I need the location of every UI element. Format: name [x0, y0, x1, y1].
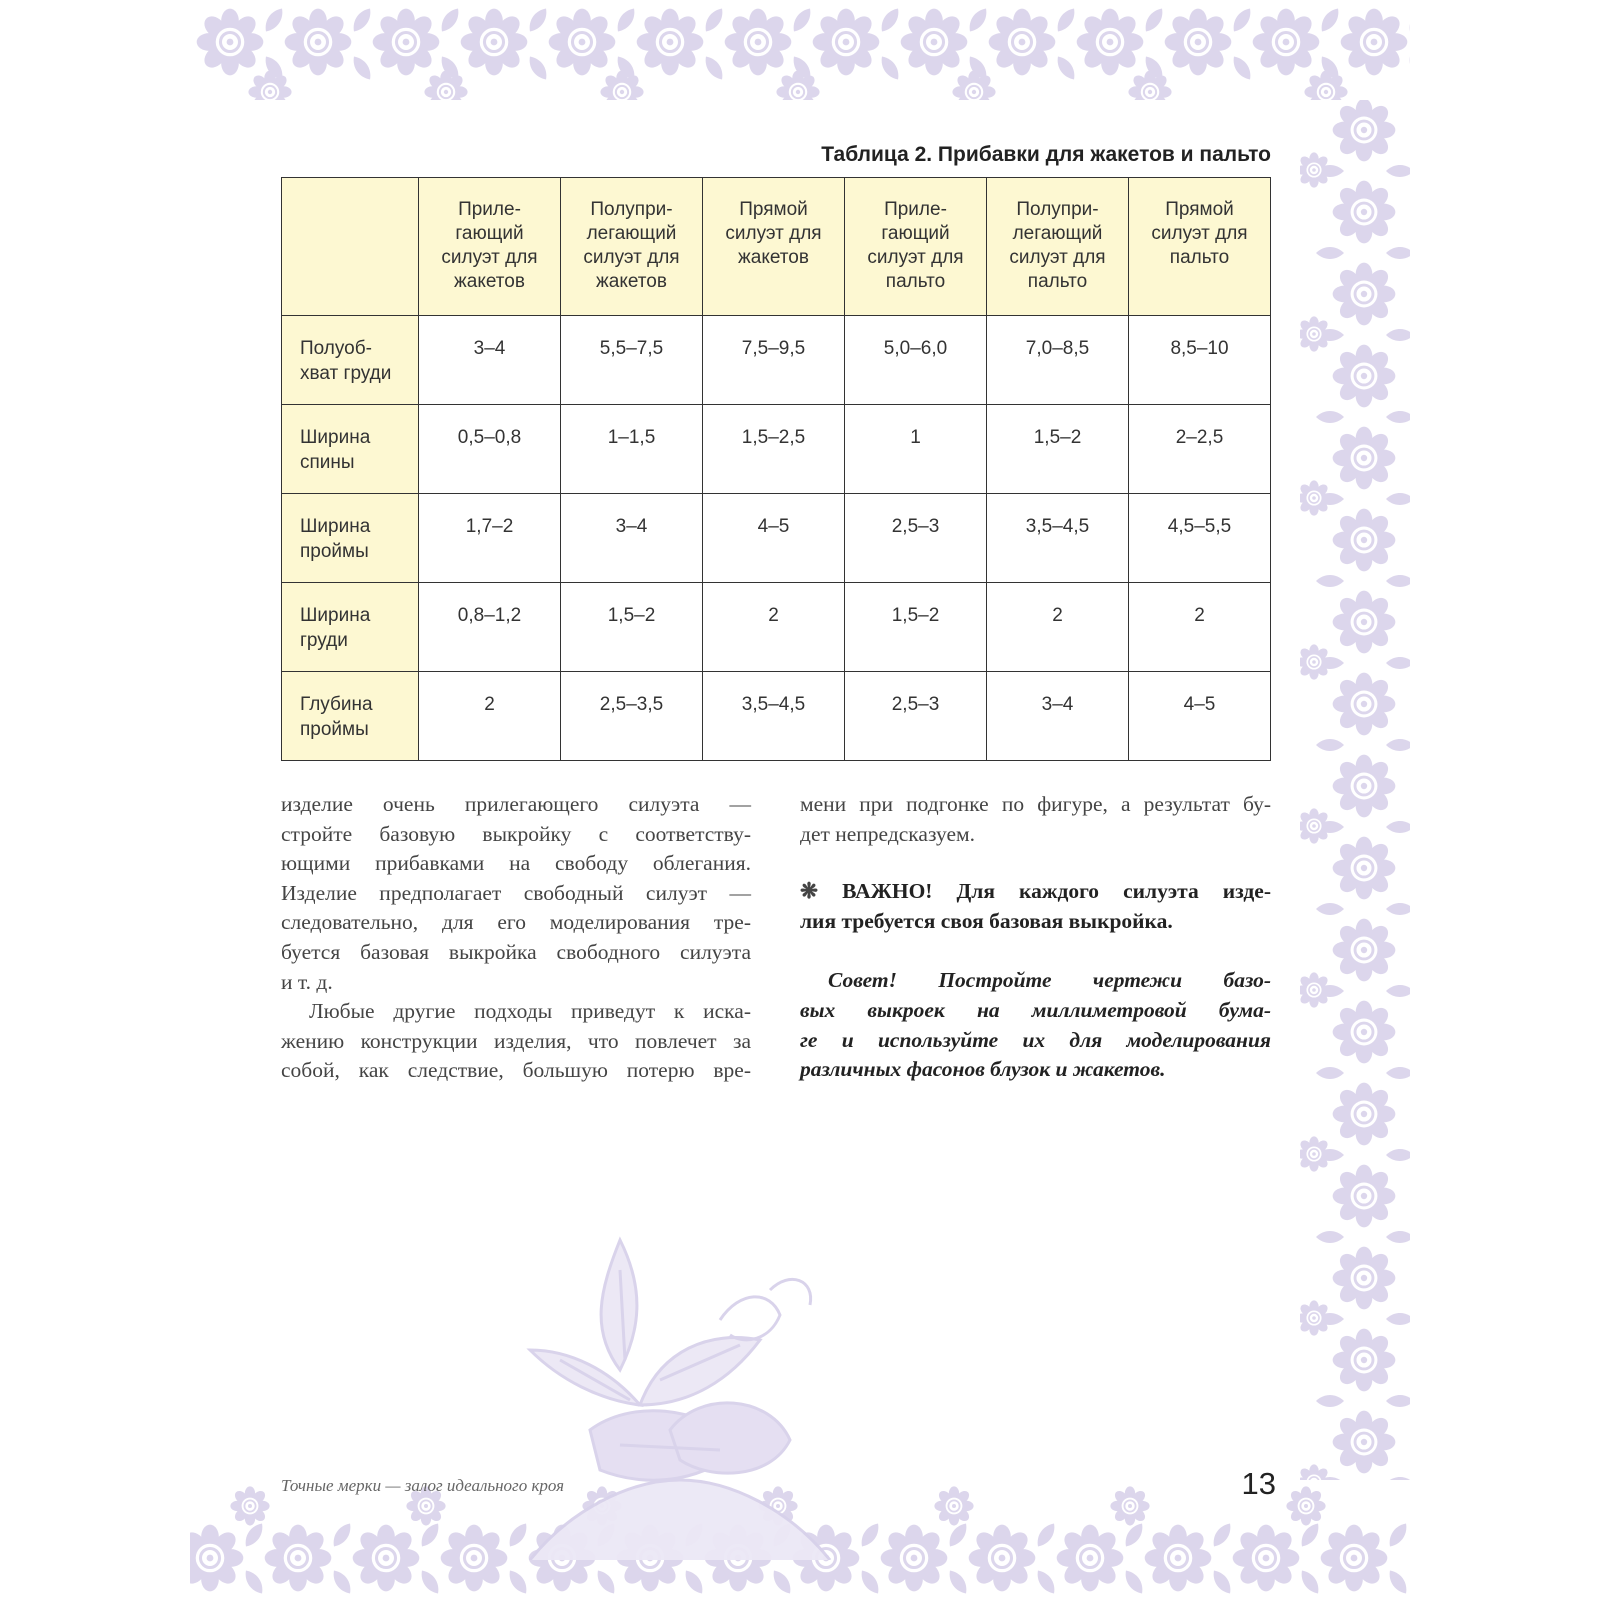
- table-cell: 3–4: [419, 316, 561, 405]
- text-line: и т. д.: [281, 969, 333, 994]
- table-cell: 3–4: [561, 494, 703, 583]
- lace-pattern-right: [1300, 100, 1410, 1480]
- table-row: [282, 494, 1271, 583]
- table-cell: 0,5–0,8: [419, 405, 561, 494]
- table-cell: 1,5–2: [561, 583, 703, 672]
- table-cell: 1,5–2: [845, 583, 987, 672]
- table-cell: 2,5–3: [845, 672, 987, 761]
- column-header: Прямой силуэт для пальто: [1129, 178, 1271, 316]
- table-cell: 5,0–6,0: [845, 316, 987, 405]
- table-cell: 1,5–2: [987, 405, 1129, 494]
- row-header: Ширина спины: [282, 405, 419, 494]
- table-cell: 8,5–10: [1129, 316, 1271, 405]
- tip-line: ге и используйте их для моделирования: [800, 1027, 1271, 1052]
- lace-pattern-top: [190, 0, 1410, 100]
- column-header: Прямой силуэт для жакетов: [703, 178, 845, 316]
- column-header: Приле- гающий силуэт для пальто: [845, 178, 987, 316]
- lace-border-top: [190, 0, 1410, 100]
- text-line: собой, как следствие, большую потерю вре-: [281, 1058, 751, 1083]
- table-cell: 2,5–3,5: [561, 672, 703, 761]
- table-cell: 2–2,5: [1129, 405, 1271, 494]
- allowances-table: [281, 177, 1271, 761]
- table-cell: 0,8–1,2: [419, 583, 561, 672]
- important-note: [800, 877, 1271, 936]
- table-row: [282, 583, 1271, 672]
- table-cell: 7,5–9,5: [703, 316, 845, 405]
- column-header: Полупри- легающий силуэт для пальто: [987, 178, 1129, 316]
- table-cell: 4–5: [1129, 672, 1271, 761]
- text-line: дет непредсказуем.: [800, 821, 975, 846]
- row-header: Ширина груди: [282, 583, 419, 672]
- table-cell: 1: [845, 405, 987, 494]
- text-line: стройте базовую выкройку с соответству-: [281, 821, 751, 846]
- text-column-left: [281, 790, 751, 1086]
- table-cell: 2: [703, 583, 845, 672]
- table-cell: 3,5–4,5: [703, 672, 845, 761]
- table-cell: 4,5–5,5: [1129, 494, 1271, 583]
- table-cell: 5,5–7,5: [561, 316, 703, 405]
- important-line: лия требуется своя базовая выкройка.: [800, 908, 1173, 933]
- text-line: буется базовая выкройка свободного силуэта: [281, 939, 751, 964]
- column-header: Полупри- легающий силуэт для жакетов: [561, 178, 703, 316]
- tip-note: [800, 966, 1271, 1084]
- asterisk-icon: ❋: [800, 879, 819, 904]
- table-cell: 3–4: [987, 672, 1129, 761]
- table-cell: 1,7–2: [419, 494, 561, 583]
- row-header: Глубина проймы: [282, 672, 419, 761]
- table-caption: Таблица 2. Прибавки для жакетов и пальто: [821, 143, 1271, 166]
- row-header: Полуоб- хват груди: [282, 316, 419, 405]
- table-header-row: [282, 178, 1271, 316]
- column-header: Приле- гающий силуэт для жакетов: [419, 178, 561, 316]
- floral-ornament: [470, 1230, 890, 1560]
- important-line: ВАЖНО! Для каждого силуэта изде-: [842, 879, 1271, 904]
- table-cell: 2: [419, 672, 561, 761]
- text-line: Изделие предполагает свободный силуэт —: [281, 880, 751, 905]
- tip-line: различных фасонов блузок и жакетов.: [800, 1057, 1166, 1082]
- table-cell: 2: [1129, 583, 1271, 672]
- tip-line: Совет! Постройте чертежи базо-: [828, 968, 1271, 993]
- table-cell: 2,5–3: [845, 494, 987, 583]
- page-number: 13: [1241, 1466, 1276, 1501]
- table-cell: 2: [987, 583, 1129, 672]
- text-line: жению конструкции изделия, что повлечет за: [281, 1028, 751, 1053]
- table-cell: 1–1,5: [561, 405, 703, 494]
- text-line: мени при подгонке по фигуре, а результат бу-: [800, 792, 1271, 816]
- table-cell: 4–5: [703, 494, 845, 583]
- lace-border-right: [1300, 100, 1410, 1480]
- running-title: Точные мерки — залог идеального кроя: [281, 1476, 565, 1495]
- table-row: [282, 672, 1271, 761]
- text-line: Любые другие подходы приведут к иска-: [309, 999, 751, 1024]
- table-row: [282, 405, 1271, 494]
- table-row: [282, 316, 1271, 405]
- table-cell: 7,0–8,5: [987, 316, 1129, 405]
- text-line: изделие очень прилегающего силуэта —: [281, 792, 751, 816]
- text-line: ющими прибавками на свободу облегания.: [281, 851, 751, 876]
- text-line: следовательно, для его моделирования тре-: [281, 910, 751, 935]
- table-cell: 3,5–4,5: [987, 494, 1129, 583]
- table-cell: 1,5–2,5: [703, 405, 845, 494]
- table-corner-cell: [282, 178, 419, 316]
- text-column-right: [800, 790, 1271, 1085]
- tip-line: вых выкроек на миллиметровой бума-: [800, 997, 1271, 1022]
- row-header: Ширина проймы: [282, 494, 419, 583]
